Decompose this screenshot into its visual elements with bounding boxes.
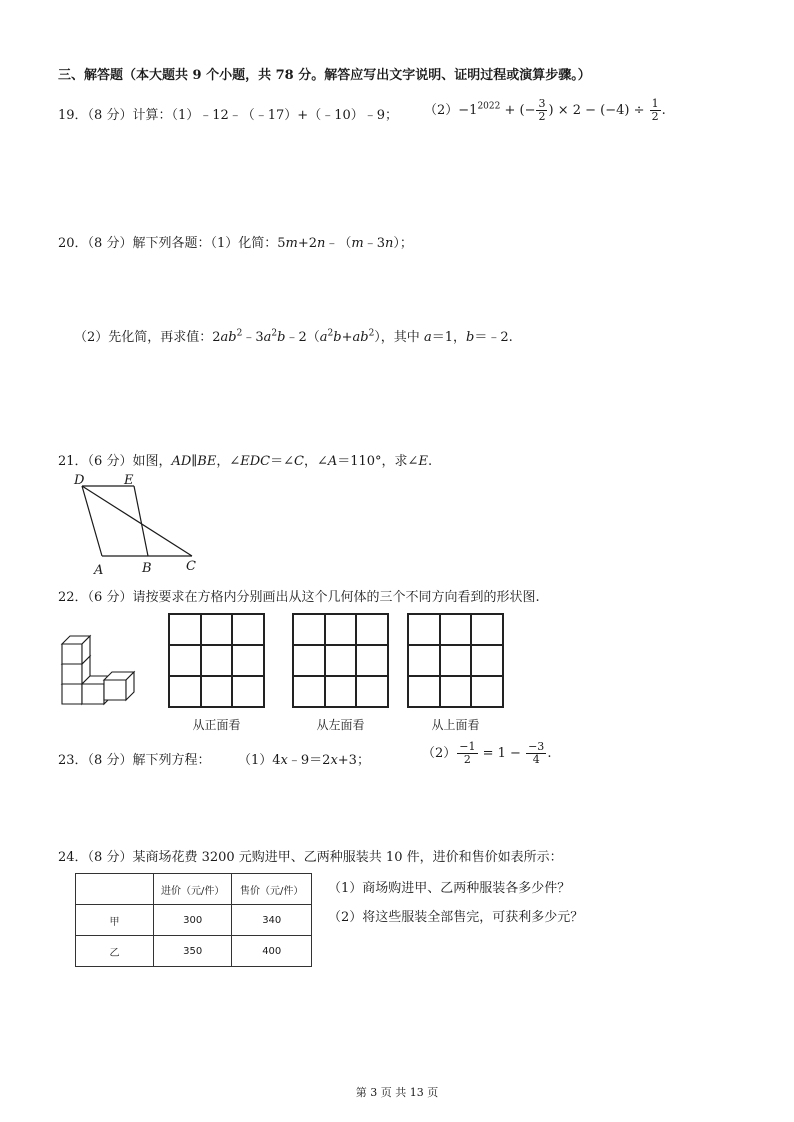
grid-front-view[interactable]	[168, 613, 265, 708]
q23-part1: （1）4x﹣9＝2x+3；	[238, 753, 370, 768]
table-header-cell: 售价（元/件）	[232, 874, 312, 905]
q19-part1: 19．（8 分）计算：（1）﹣12﹣（﹣17）+（﹣10）﹣9；	[58, 108, 399, 123]
caption-left-view: 从左面看	[316, 718, 365, 732]
question-23: 23．（8 分）解下列方程：	[58, 753, 211, 768]
table-cell: 340	[232, 905, 312, 936]
label-b: B	[142, 561, 152, 576]
page-footer: 第 3 页 共 13 页	[355, 1086, 439, 1099]
table-cell: 甲	[76, 905, 154, 936]
table-row	[76, 936, 312, 967]
question-20: 20．（8 分）解下列各题：（1）化简：5m+2n﹣（m﹣3n）；	[58, 236, 413, 251]
section-header: 三、解答题（本大题共 9 个小题，共 78 分。解答应写出文字说明、证明过程或演算步骤。）	[58, 68, 591, 83]
question-20-part2: （2）先化简，再求值：$2ab^2﹣3a^2b﹣2(a^2b+ab^2)$，其中 a＝1，b＝﹣2.	[74, 328, 513, 345]
label-e: E	[124, 473, 134, 488]
caption-top-view: 从上面看	[431, 718, 480, 732]
label-a: A	[94, 563, 104, 578]
table-header-cell: 进价（元/件）	[153, 874, 232, 905]
geometry-figure	[60, 470, 210, 580]
caption-front-view: 从正面看	[192, 718, 241, 732]
q23-frac-left: $\frac{-1}{2}$	[459, 740, 476, 766]
table-cell: 乙	[76, 936, 154, 967]
q23-part2: （2） $\frac{-1}{2}$ = 1 − $\frac{-3}{4}$ .	[422, 740, 552, 766]
question-22: 22．（6 分）请按要求在方格内分别画出从这个几何体的三个不同方向看到的形状图.	[58, 590, 540, 605]
label-d: D	[74, 473, 85, 488]
q24-sub2: （2）将这些服装全部售完，可获利多少元？	[328, 910, 584, 925]
question-21: 21．（6 分）如图，AD∥BE，∠EDC＝∠C，∠A＝110°，求∠E.	[58, 454, 433, 469]
q24-sub1: （1）商场购进甲、乙两种服装各多少件？	[328, 881, 571, 896]
label-c: C	[186, 559, 196, 574]
question-19	[58, 104, 398, 123]
table-cell: 400	[232, 936, 312, 967]
grid-top-view[interactable]	[407, 613, 504, 708]
grid-left-view[interactable]	[292, 613, 389, 708]
q23-frac-right: $\frac{-3}{4}$	[528, 740, 545, 766]
price-table	[75, 873, 312, 967]
q19-part2: $(2)-1^{2022}$ + (− $\frac{3}{2}$ ) × 2 − (−4) ÷ $\frac{1}{2}$ .	[424, 97, 666, 123]
q19-frac-1-2: $\frac{1}{2}$	[651, 97, 659, 123]
q19-frac-3-2: $\frac{3}{2}$	[538, 97, 546, 123]
table-row	[76, 905, 312, 936]
cube-solid-figure	[52, 622, 152, 708]
table-cell: 300	[153, 905, 232, 936]
table-header-cell	[76, 874, 154, 905]
question-24: 24．（8 分）某商场花费 3200 元购进甲、乙两种服装共 10 件，进价和售价如表所示：	[58, 850, 563, 865]
table-cell: 350	[153, 936, 232, 967]
table-header-row	[76, 874, 312, 905]
